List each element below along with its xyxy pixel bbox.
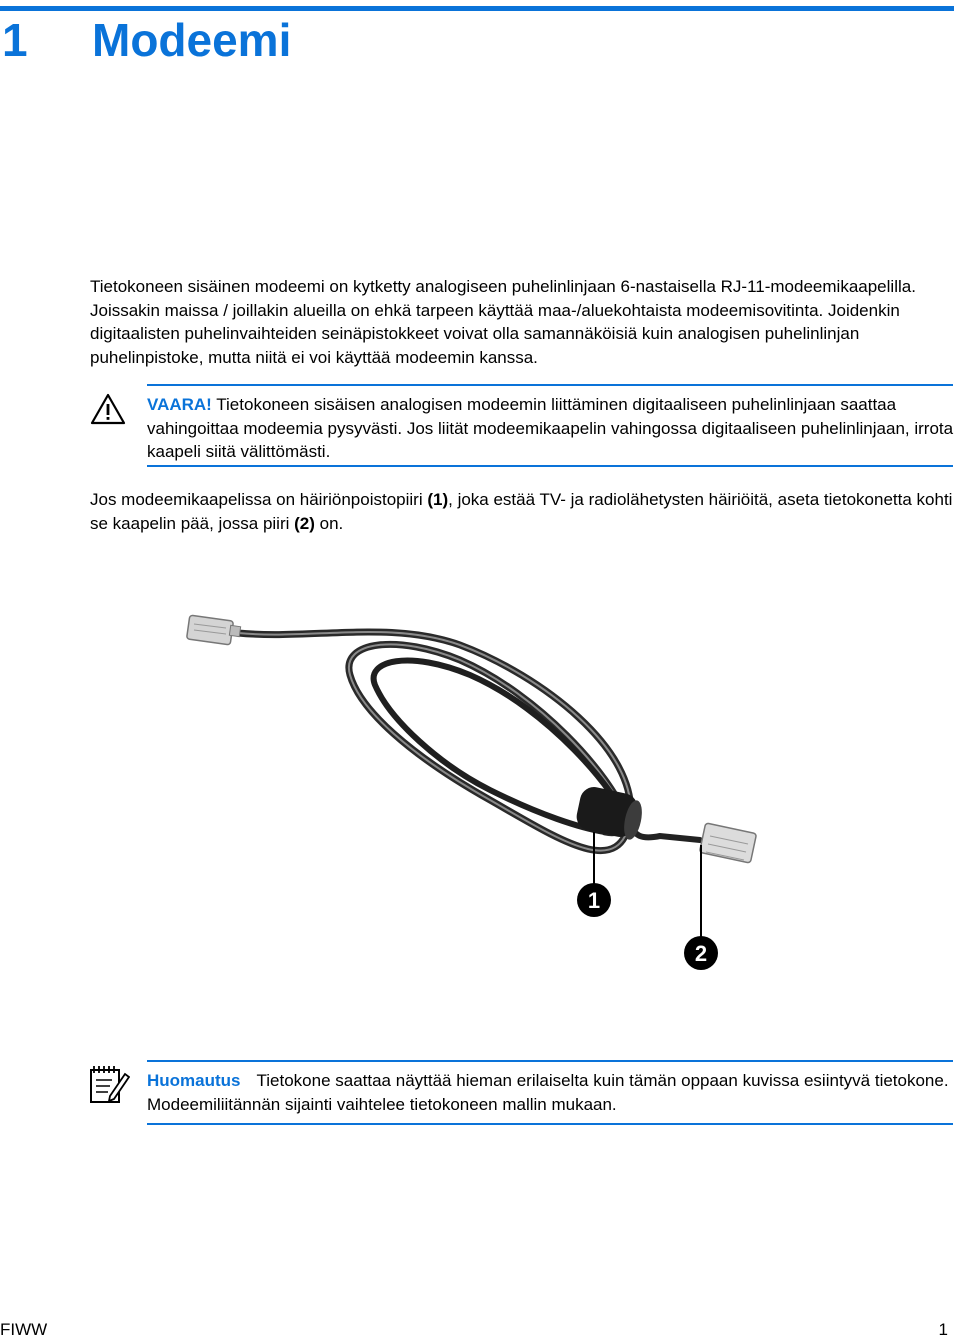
note-text: Tietokone saattaa näyttää hieman erilaiselta kuin tämän oppaan kuvissa esiintyvä tietokone. Modeemiliitännän sijainti vaihtelee tietokoneen mallin mukaan. — [147, 1071, 949, 1114]
warning-bottom-rule — [147, 465, 953, 467]
note-pencil-icon — [88, 1062, 130, 1104]
callout-1-label: 1 — [587, 888, 601, 913]
top-rule — [0, 6, 954, 11]
callout-2-label: 2 — [694, 941, 708, 966]
note-label: Huomautus — [147, 1071, 241, 1090]
callout-2 — [684, 936, 718, 970]
note-bottom-rule — [147, 1123, 953, 1125]
chapter-heading — [0, 12, 291, 68]
warning-text: Tietokoneen sisäisen analogisen modeemin liittäminen digitaaliseen puhelinlinjaan saattaa vahingoittaa modeemia pysyvästi. Jos liität modeemikaapelin vahingossa digitaaliseen puhelinlinjaan, irrota kaapeli siitä välittömästi. — [147, 395, 954, 461]
callout-ref-2: (2) — [294, 513, 315, 533]
p2-text-3: on. — [314, 513, 344, 533]
footer-left-label: FIWW — [0, 1320, 48, 1339]
right-rj11-plug — [699, 823, 756, 863]
chapter-number: 1 — [2, 14, 28, 66]
warning-top-rule — [147, 384, 953, 386]
chapter-title: Modeemi — [92, 14, 292, 66]
p2-text-2: , joka estää TV- ja radiolähetysten häiriöitä, aseta tietokonetta kohti se kaapelin pää, jossa piiri — [90, 490, 953, 533]
callout-1 — [577, 883, 611, 917]
callout-ref-1: (1) — [427, 490, 449, 509]
page-number: 1 — [938, 1320, 948, 1339]
warning-triangle-icon — [90, 393, 126, 425]
warning-label: VAARA! — [147, 395, 212, 414]
intro-paragraph: Tietokoneen sisäinen modeemi on kytketty analogiseen puhelinlinjaan 6-nastaisella RJ-11-modeemikaapelilla. Joissakin maissa / joillakin alueilla on ehkä tarpeen käyttää maa-/aluekohtaista modeemisovitinta. Joidenkin digitaalisten puhelinvaihteiden seinäpistokkeet voivat olla samannäköisiä kuin analogisen puhelinlinjan puhelinpistoke, mutta niitä ei voi käyttää modeemin kanssa. — [90, 277, 916, 367]
note-block — [147, 1069, 957, 1116]
warning-block — [147, 393, 955, 464]
p2-text-1: Jos modeemikaapelissa on häiriönpoistopiiri — [90, 490, 428, 509]
note-top-rule — [147, 1060, 953, 1062]
left-rj11-plug — [187, 615, 241, 645]
modem-cable-illustration — [160, 600, 800, 1000]
circuit-paragraph — [90, 488, 956, 535]
ferrite-bead — [574, 784, 645, 841]
